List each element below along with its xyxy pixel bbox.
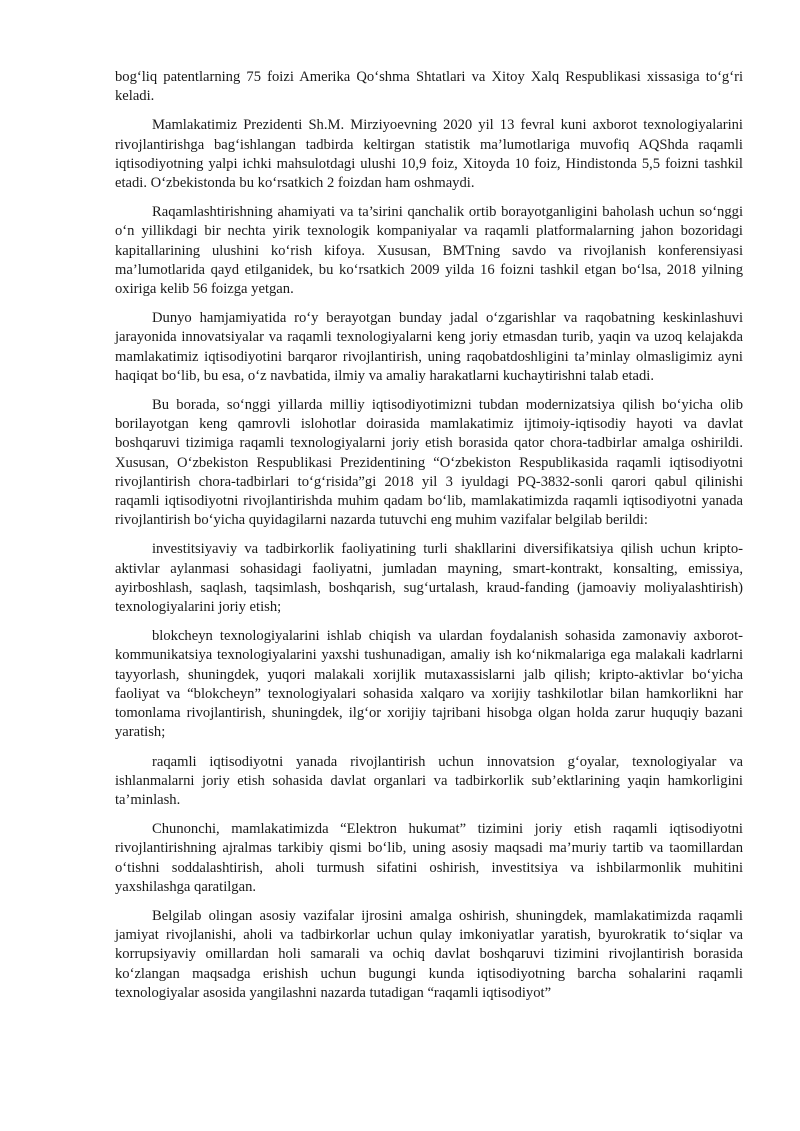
- paragraph-task-innovation: raqamli iqtisodiyotni yanada rivojlantirish uchun innovatsion g‘oyalar, texnologiyalar va ishlanmalarni joriy etish sohasida davlat organlari va tadbirkorlik sub’ektlarining yaqin hamkorligini ta’minlash.: [115, 753, 743, 808]
- paragraph-e-government: Chunonchi, mamlakatimizda “Elektron hukumat” tizimini joriy etish raqamli iqtisodiyotni rivojlantirishning ajralmas tarkibiy qismi bo‘lib, uning asosiy maqsadi ma’muriy tartib va taomillardan o‘tishni soddalashtirish, aholi turmush sifatini oshirish, investitsiya va ishbilarmonlik muhitini yaxshilashga qaratilgan.: [115, 821, 743, 895]
- paragraph-world-changes: Dunyo hamjamiyatida ro‘y berayotgan bunday jadal o‘zgarishlar va raqobatning keskinlashuvi jarayonida innovatsiyalar va raqamli texnologiyalarni keng joriy etmasdan turib, yaqin va uzoq kelajakda mamlakatimiz iqtisodiyotini barqaror rivojlantirish, uning raqobatdoshligini ta’minlay olmasligimiz ayni haqiqat bo‘lib, bu esa, o‘z navbatida, ilmiy va amaliy harakatlarni kuchaytirishni talab etadi.: [115, 310, 743, 384]
- paragraph-reforms: Bu borada, so‘nggi yillarda milliy iqtisodiyotimizni tubdan modernizatsiya qilish bo‘yicha olib borilayotgan keng qamrovli islohotlar doirasida mamlakatimiz ijtimoiy-iqtisodiy hayoti va davlat boshqaruvi tizimiga raqamli texnologiyalarni joriy etish borasida qator chora-tadbirlar amalga oshirildi. Xususan, O‘zbekiston Respublikasi Prezidentining “O‘zbekiston Respublikasida raqamli iqtisodiyotni rivojlantirish chora-tadbirlari to‘g‘risida”gi 2018 yil 3 iyuldagi PQ-3832-sonli qarori qabul qilinishi raqamli iqtisodiyotni rivojlantirishda muhim qadam bo‘lib, mamlakatimizda raqamli iqtisodiyotni yanada rivojlantirish bo‘yicha quyidagilarni nazarda tutuvchi eng muhim vazifalar belgilab berildi:: [115, 397, 743, 529]
- paragraph-goals: Belgilab olingan asosiy vazifalar ijrosini amalga oshirish, shuningdek, mamlakatimizda raqamli jamiyat rivojlanishi, aholi va tadbirkorlar uchun qulay imkoniyatlar yaratish, byurokratik to‘siqlar va korrupsiyaviy omillardan holi samarali va ochiq davlat boshqaruvi tizimini rivojlantirish borasida ko‘zlangan maqsadga erishish uchun bugungi kunda iqtisodiyotning barcha sohalarini raqamli texnologiyalar asosida yangilashni nazarda tutadigan “raqamli iqtisodiyot”: [115, 907, 743, 1001]
- paragraph-digitalization-importance: Raqamlashtirishning ahamiyati va ta’sirini qanchalik ortib borayotganligini baholash uchun so‘nggi o‘n yillikdagi bir nechta yirik texnologik kompaniyalar va raqamli platformalarning jahon bozoridagi kapitallarining ulushini ko‘rish kifoya. Xususan, BMTning savdo va rivojlanish konferensiyasi ma’lumotlarida qayd etilganidek, bu ko‘rsatkich 2009 yilda 16 foizni tashkil etgan bo‘lsa, 2018 yilning oxiriga kelib 56 foizga yetgan.: [115, 204, 743, 298]
- paragraph-continuation: bog‘liq patentlarning 75 foizi Amerika Qo‘shma Shtatlari va Xitoy Xalq Respublikasi xissasiga to‘g‘ri keladi.: [115, 69, 743, 105]
- paragraph-task-blockchain: blokcheyn texnologiyalarini ishlab chiqish va ulardan foydalanish sohasida zamonaviy axborot-kommunikatsiya texnologiyalarini yaxshi tushunadigan, amaliy ish ko‘nikmalariga ega malakali kadrlarni tayyorlash, shuningdek, yuqori malakali xorijlik mutaxassislarni jalb qilish; kripto-aktivlar bo‘yicha faoliyat va “blokcheyn” texnologiyalari sohasida xalqaro va xorijiy tashkilotlar bilan hamkorlikni har tomonlama rivojlantirish, shuningdek, ilg‘or xorijiy tajribani hisobga olgan holda zarur huquqiy bazani yaratish;: [115, 628, 743, 741]
- paragraph-president-statistics: Mamlakatimiz Prezidenti Sh.M. Mirziyoevning 2020 yil 13 fevral kuni axborot texnologiyalarini rivojlantirishga bag‘ishlangan tadbirda keltirgan statistik ma’lumotlariga muvofiq AQShda raqamli iqtisodiyotning yalpi ichki mahsulotdagi ulushi 10,9 foiz, Xitoyda 10 foiz, Hindistonda 5,5 foizni tashkil etadi. O‘zbekistonda bu ko‘rsatkich 2 foizdan ham oshmaydi.: [115, 117, 743, 192]
- document-page: [115, 68, 743, 1013]
- paragraph-task-investment: investitsiyaviy va tadbirkorlik faoliyatining turli shakllarini diversifikatsiya qilish uchun kripto-aktivlar aylanmasi sohasidagi faoliyatni, jumladan mayning, smart-kontrakt, konsalting, emissiya, ayirboshlash, saqlash, taqsimlash, boshqarish, sug‘urtalash, kraud-fanding (jamoaviy moliyalashtirish) texnologiyalarini joriy etish;: [115, 541, 743, 616]
